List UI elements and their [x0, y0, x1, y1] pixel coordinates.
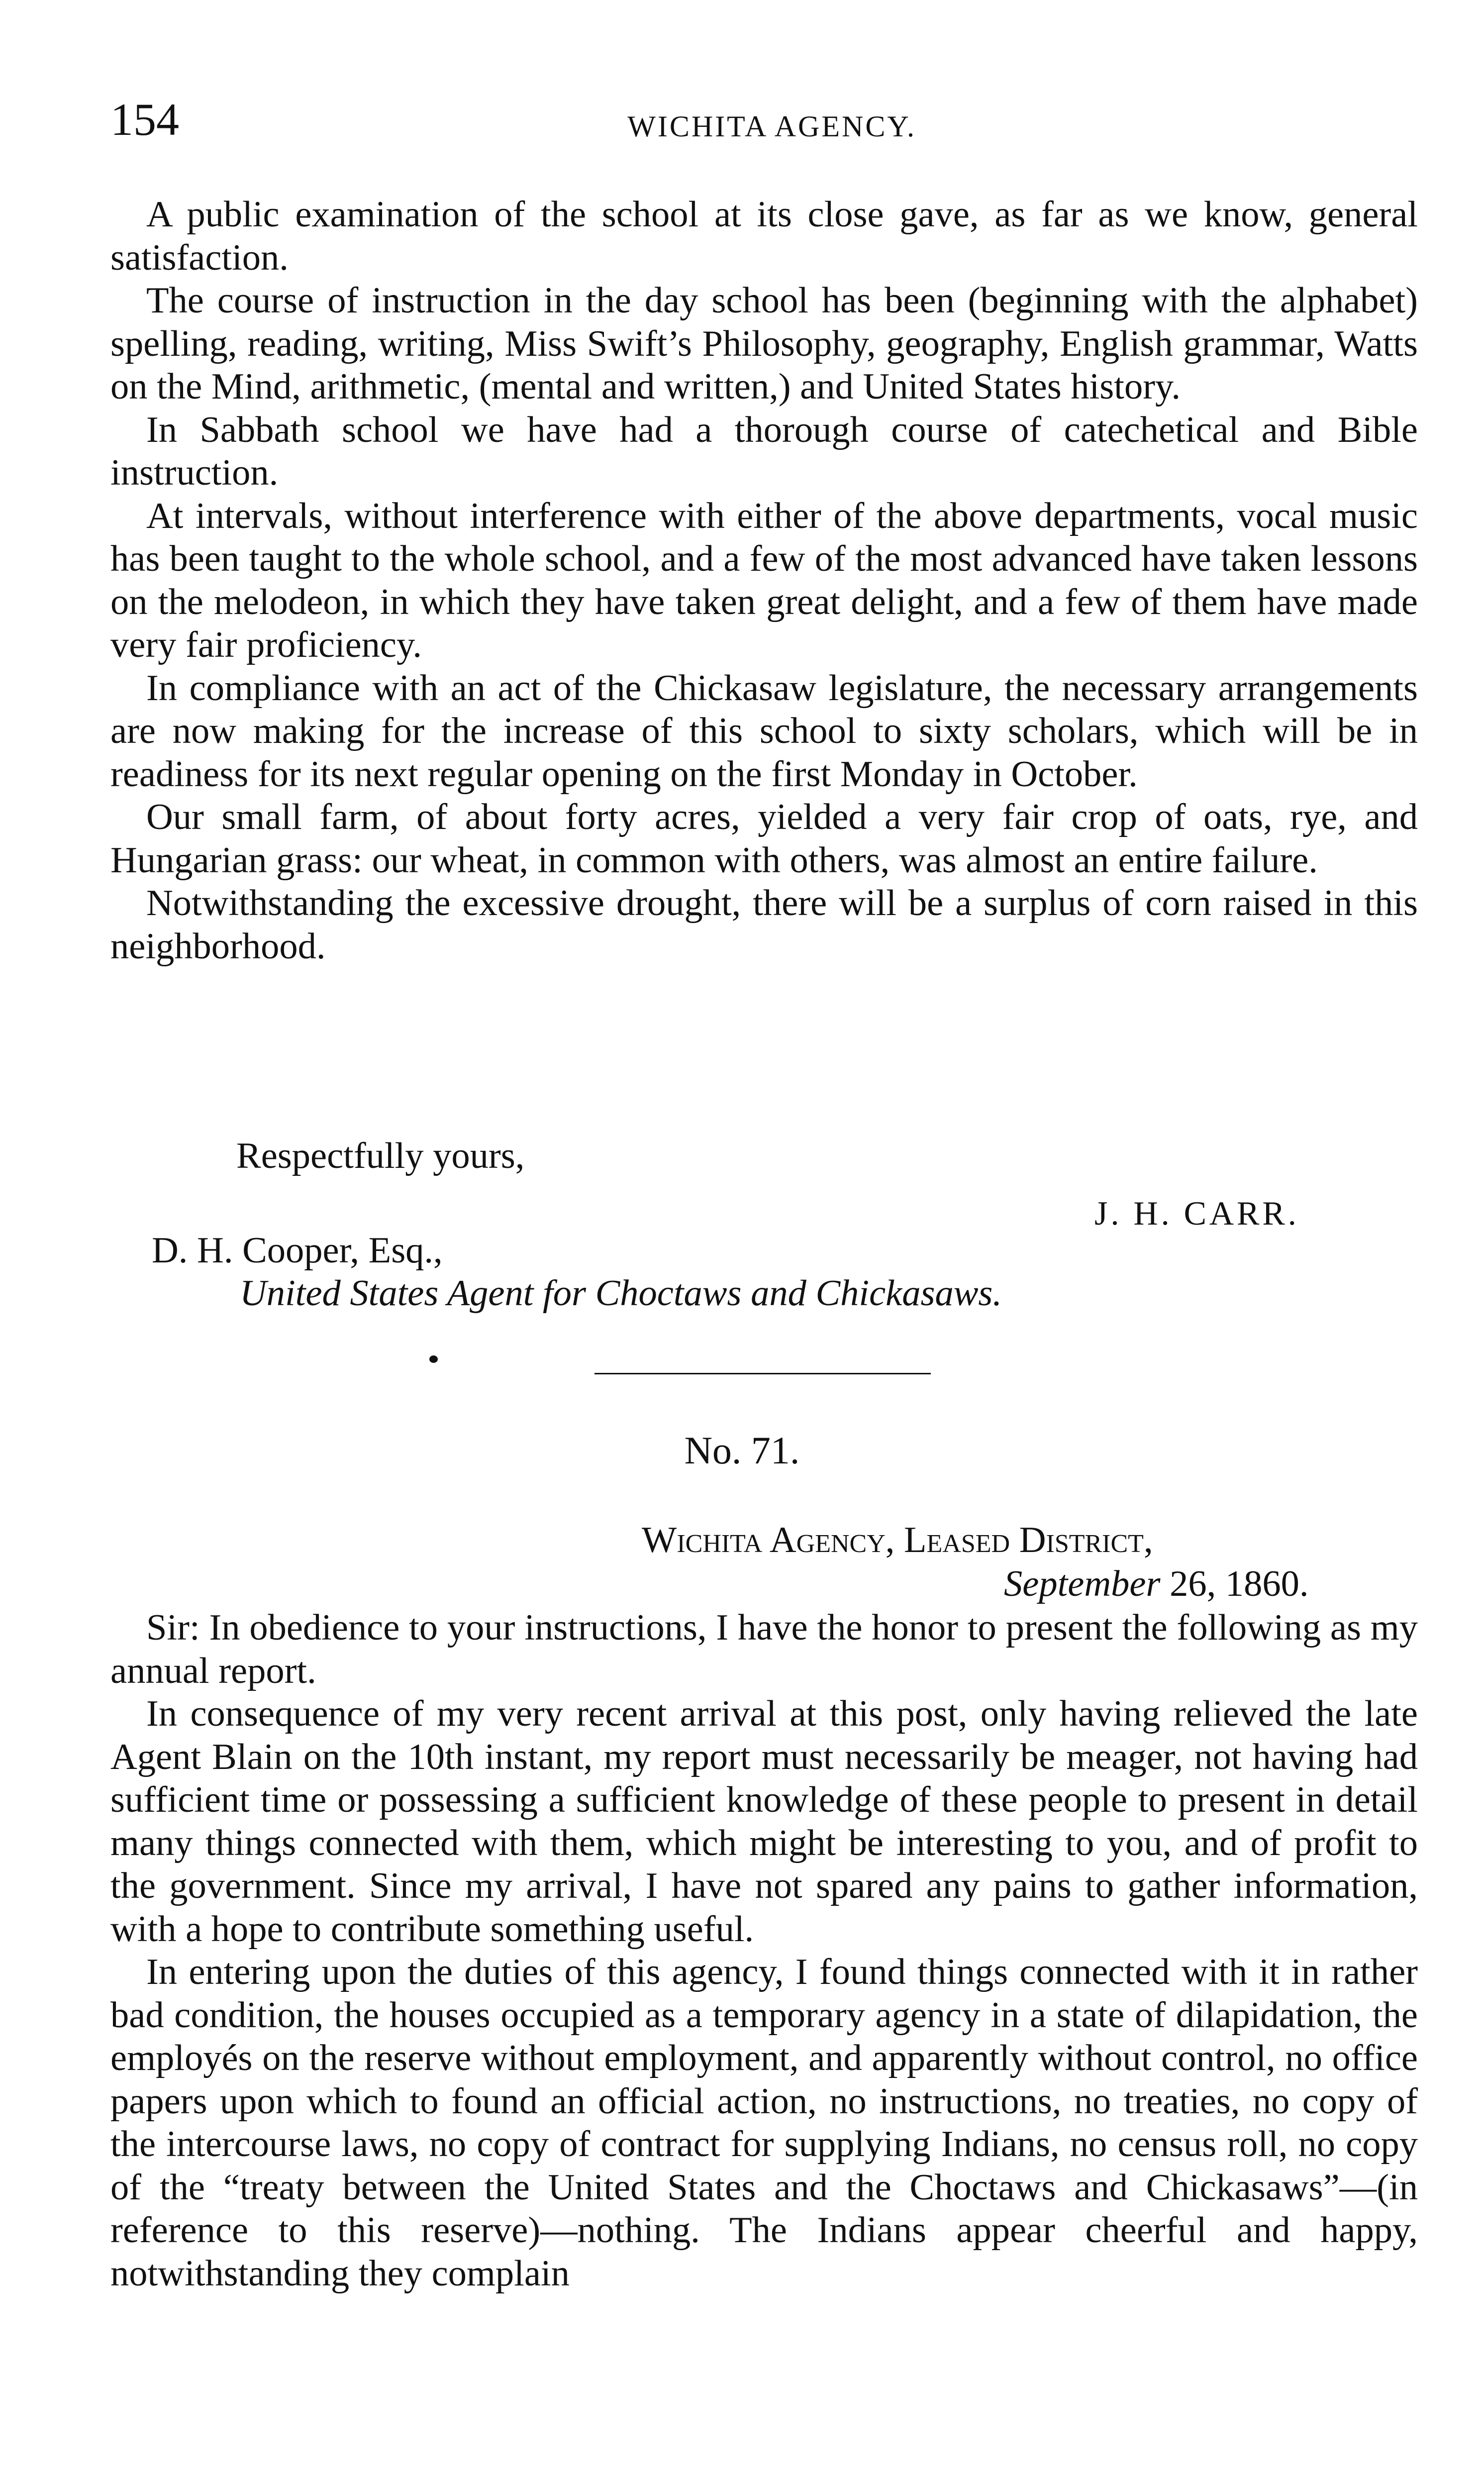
paragraph: In compliance with an act of the Chickasaw legislature, the necessary arrangements are now making for the increase of this school to sixty scholars, which will be in readiness for its next regular opening on the first Monday in October.: [110, 667, 1418, 795]
signature: J. H. CARR.: [1094, 1194, 1299, 1232]
paragraph: The course of instruction in the day school has been (beginning with the alphabet) spelling, reading, writing, Miss Swift’s Philosophy, geography, English grammar, Watts on the Mind, arithmetic, (mental and written,) and United States history.: [110, 280, 1418, 407]
closing-line: Respectfully yours,: [236, 1136, 525, 1176]
dateline-date: [1004, 1562, 1308, 1606]
letter-two-body: [110, 1606, 1418, 2295]
running-head: WICHITA AGENCY.: [627, 110, 916, 143]
paragraph: In entering upon the duties of this agency, I found things connected with it in rather bad condition, the houses occupied as a temporary agency in a state of dilapidation, the employés on the reserve without employment, and apparently without control, no office papers upon which to found an official action, no instructions, no treaties, no copy of the intercourse laws, no copy of contract for supplying Indians, no census roll, no copy of the “treaty between the United States and the Choctaws and Chickasaws”—(in reference to this reserve)—nothing. The Indians appear cheerful and happy, notwithstanding they complain: [110, 1952, 1418, 2294]
dateline-month: September: [1004, 1563, 1161, 1604]
dateline-place: Wichita Agency, Leased District,: [642, 1520, 1153, 1560]
letter-one-body: [110, 193, 1418, 968]
document-number: No. 71.: [684, 1429, 800, 1472]
paragraph: In consequence of my very recent arrival at this post, only having relieved the late Agent Blain on the 10th instant, my report must necessarily be meager, not having had sufficient time or possessing a sufficient knowledge of these people to present in detail many things connected with them, which might be interesting to you, and of profit to the government. Since my arrival, I have not spared any pains to gather information, with a hope to contribute something useful.: [110, 1693, 1418, 1950]
paragraph: Our small farm, of about forty acres, yielded a very fair crop of oats, rye, and Hungarian grass: our wheat, in common with others, was almost an entire failure.: [110, 797, 1418, 881]
section-divider: [594, 1373, 931, 1374]
paragraph: A public examination of the school at its close gave, as far as we know, general satisfaction.: [110, 194, 1418, 278]
ink-speck: [429, 1355, 438, 1363]
addressee-name: D. H. Cooper, Esq.,: [152, 1230, 443, 1271]
paragraph: At intervals, without interference with either of the above departments, vocal music has been taught to the whole school, and a few of the most advanced have taken lessons on the melodeon, in which they have taken great delight, and a few of them have made very fair proficiency.: [110, 495, 1418, 665]
dateline-day-year: 26, 1860.: [1160, 1563, 1309, 1604]
paragraph: In Sabbath school we have had a thorough course of catechetical and Bible instruction.: [110, 409, 1418, 493]
paragraph: Notwithstanding the excessive drought, there will be a surplus of corn raised in this neighborhood.: [110, 883, 1418, 967]
paragraph: Sir: In obedience to your instructions, I have the honor to present the following as my annual report.: [110, 1607, 1418, 1691]
addressee-title: United States Agent for Choctaws and Chickasaws.: [240, 1273, 1002, 1314]
page-header: [110, 95, 1418, 154]
page-number: 154: [110, 94, 179, 145]
